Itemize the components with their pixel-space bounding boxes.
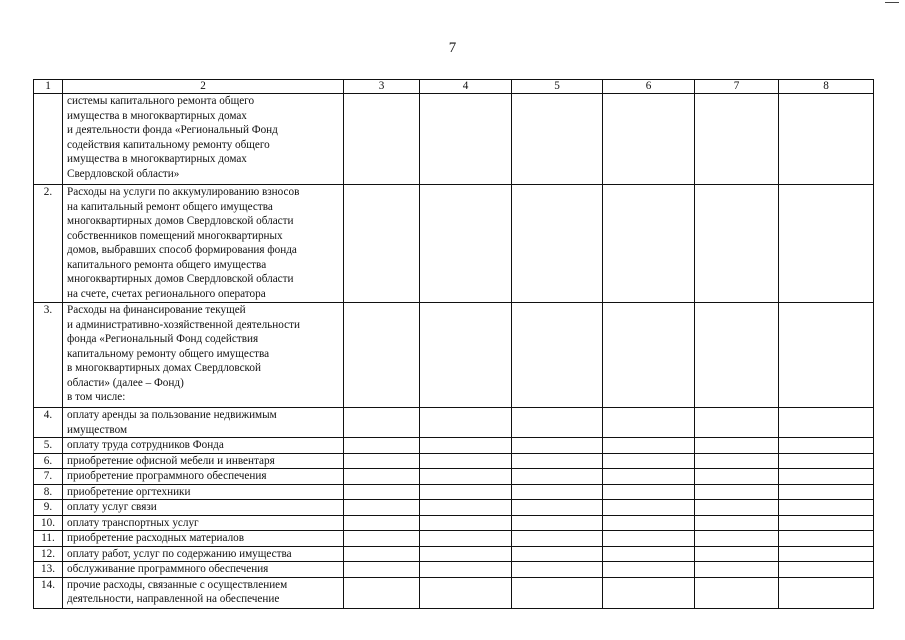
value-cell [344, 185, 420, 303]
value-cell [512, 303, 603, 408]
row-description: оплату труда сотрудников Фонда [63, 438, 344, 454]
value-cell [420, 303, 512, 408]
value-cell [512, 94, 603, 185]
value-cell [512, 577, 603, 608]
value-cell [512, 453, 603, 469]
row-description: системы капитального ремонта общего имущества в многоквартирных домах и деятельности фонда «Региональный Фонд содействия капитальному ремонту общего имущества в многоквартирных домах Свердловской области» [63, 94, 344, 185]
row-description: Расходы на финансирование текущей и административно-хозяйственной деятельности фонда «Региональный Фонд содействия капитальному ремонту общего имущества в многоквартирных домах Свердловской области» (далее – Фонд) в том числе: [63, 303, 344, 408]
value-cell [695, 438, 779, 454]
value-cell [779, 453, 874, 469]
value-cell [695, 408, 779, 438]
row-number [34, 94, 63, 185]
value-cell [695, 469, 779, 485]
value-cell [779, 408, 874, 438]
value-cell [344, 515, 420, 531]
value-cell [779, 438, 874, 454]
value-cell [779, 484, 874, 500]
value-cell [779, 515, 874, 531]
value-cell [420, 453, 512, 469]
row-description: прочие расходы, связанные с осуществлением деятельности, направленной на обеспечение [63, 577, 344, 608]
value-cell [420, 185, 512, 303]
value-cell [344, 438, 420, 454]
value-cell [695, 500, 779, 516]
column-header: 7 [695, 80, 779, 94]
value-cell [603, 484, 695, 500]
table-row [34, 453, 874, 469]
value-cell [344, 303, 420, 408]
table-row [34, 185, 874, 303]
row-number: 2. [34, 185, 63, 303]
table-row [34, 469, 874, 485]
value-cell [420, 408, 512, 438]
row-description: оплату транспортных услуг [63, 515, 344, 531]
budget-table [33, 79, 874, 609]
value-cell [695, 453, 779, 469]
value-cell [344, 94, 420, 185]
column-header: 1 [34, 80, 63, 94]
value-cell [512, 469, 603, 485]
row-description: приобретение расходных материалов [63, 531, 344, 547]
row-description: оплату работ, услуг по содержанию имущества [63, 546, 344, 562]
row-description: обслуживание программного обеспечения [63, 562, 344, 578]
value-cell [603, 577, 695, 608]
value-cell [344, 577, 420, 608]
value-cell [420, 515, 512, 531]
row-number: 13. [34, 562, 63, 578]
value-cell [512, 408, 603, 438]
value-cell [512, 515, 603, 531]
value-cell [603, 185, 695, 303]
value-cell [344, 546, 420, 562]
value-cell [512, 484, 603, 500]
row-description: приобретение программного обеспечения [63, 469, 344, 485]
value-cell [603, 469, 695, 485]
row-description: оплату аренды за пользование недвижимым имуществом [63, 408, 344, 438]
value-cell [695, 531, 779, 547]
value-cell [512, 438, 603, 454]
column-header: 5 [512, 80, 603, 94]
value-cell [344, 500, 420, 516]
value-cell [695, 515, 779, 531]
value-cell [603, 562, 695, 578]
table-row [34, 531, 874, 547]
column-header: 2 [63, 80, 344, 94]
value-cell [344, 531, 420, 547]
table-row [34, 484, 874, 500]
table-row [34, 303, 874, 408]
corner-mark [885, 2, 899, 3]
value-cell [779, 546, 874, 562]
column-header: 4 [420, 80, 512, 94]
header-row [34, 80, 874, 94]
row-number: 5. [34, 438, 63, 454]
value-cell [603, 515, 695, 531]
value-cell [420, 531, 512, 547]
value-cell [512, 531, 603, 547]
value-cell [603, 500, 695, 516]
page-number: 7 [448, 40, 457, 56]
value-cell [695, 577, 779, 608]
table-row [34, 408, 874, 438]
table-row [34, 515, 874, 531]
value-cell [695, 185, 779, 303]
table-row [34, 577, 874, 608]
row-number: 4. [34, 408, 63, 438]
row-number: 14. [34, 577, 63, 608]
value-cell [512, 562, 603, 578]
value-cell [695, 484, 779, 500]
row-number: 9. [34, 500, 63, 516]
value-cell [603, 408, 695, 438]
value-cell [779, 577, 874, 608]
table-row [34, 94, 874, 185]
row-description: Расходы на услуги по аккумулированию взносов на капитальный ремонт общего имущества многоквартирных домов Свердловской области собственников помещений многоквартирных домов, выбравших способ формирования фонда капитального ремонта общего имущества многоквартирных домов Свердловской области на счете, счетах регионального оператора [63, 185, 344, 303]
value-cell [779, 469, 874, 485]
table-row [34, 438, 874, 454]
value-cell [512, 185, 603, 303]
value-cell [603, 546, 695, 562]
column-header: 6 [603, 80, 695, 94]
value-cell [603, 453, 695, 469]
value-cell [779, 562, 874, 578]
value-cell [344, 484, 420, 500]
value-cell [779, 94, 874, 185]
value-cell [779, 531, 874, 547]
value-cell [344, 562, 420, 578]
value-cell [420, 500, 512, 516]
value-cell [779, 185, 874, 303]
table-row [34, 546, 874, 562]
row-description: приобретение офисной мебели и инвентаря [63, 453, 344, 469]
value-cell [512, 500, 603, 516]
value-cell [420, 94, 512, 185]
value-cell [420, 577, 512, 608]
value-cell [779, 500, 874, 516]
column-header: 8 [779, 80, 874, 94]
value-cell [420, 438, 512, 454]
value-cell [603, 303, 695, 408]
row-description: приобретение оргтехники [63, 484, 344, 500]
value-cell [695, 94, 779, 185]
value-cell [344, 408, 420, 438]
row-number: 12. [34, 546, 63, 562]
value-cell [695, 303, 779, 408]
row-number: 10. [34, 515, 63, 531]
value-cell [344, 469, 420, 485]
value-cell [603, 438, 695, 454]
value-cell [420, 546, 512, 562]
row-number: 3. [34, 303, 63, 408]
row-number: 11. [34, 531, 63, 547]
row-number: 7. [34, 469, 63, 485]
value-cell [344, 453, 420, 469]
value-cell [420, 562, 512, 578]
row-number: 8. [34, 484, 63, 500]
value-cell [695, 546, 779, 562]
row-number: 6. [34, 453, 63, 469]
value-cell [512, 546, 603, 562]
table-row [34, 500, 874, 516]
value-cell [603, 531, 695, 547]
value-cell [695, 562, 779, 578]
value-cell [603, 94, 695, 185]
value-cell [420, 484, 512, 500]
column-header: 3 [344, 80, 420, 94]
value-cell [779, 303, 874, 408]
table-row [34, 562, 874, 578]
value-cell [420, 469, 512, 485]
row-description: оплату услуг связи [63, 500, 344, 516]
